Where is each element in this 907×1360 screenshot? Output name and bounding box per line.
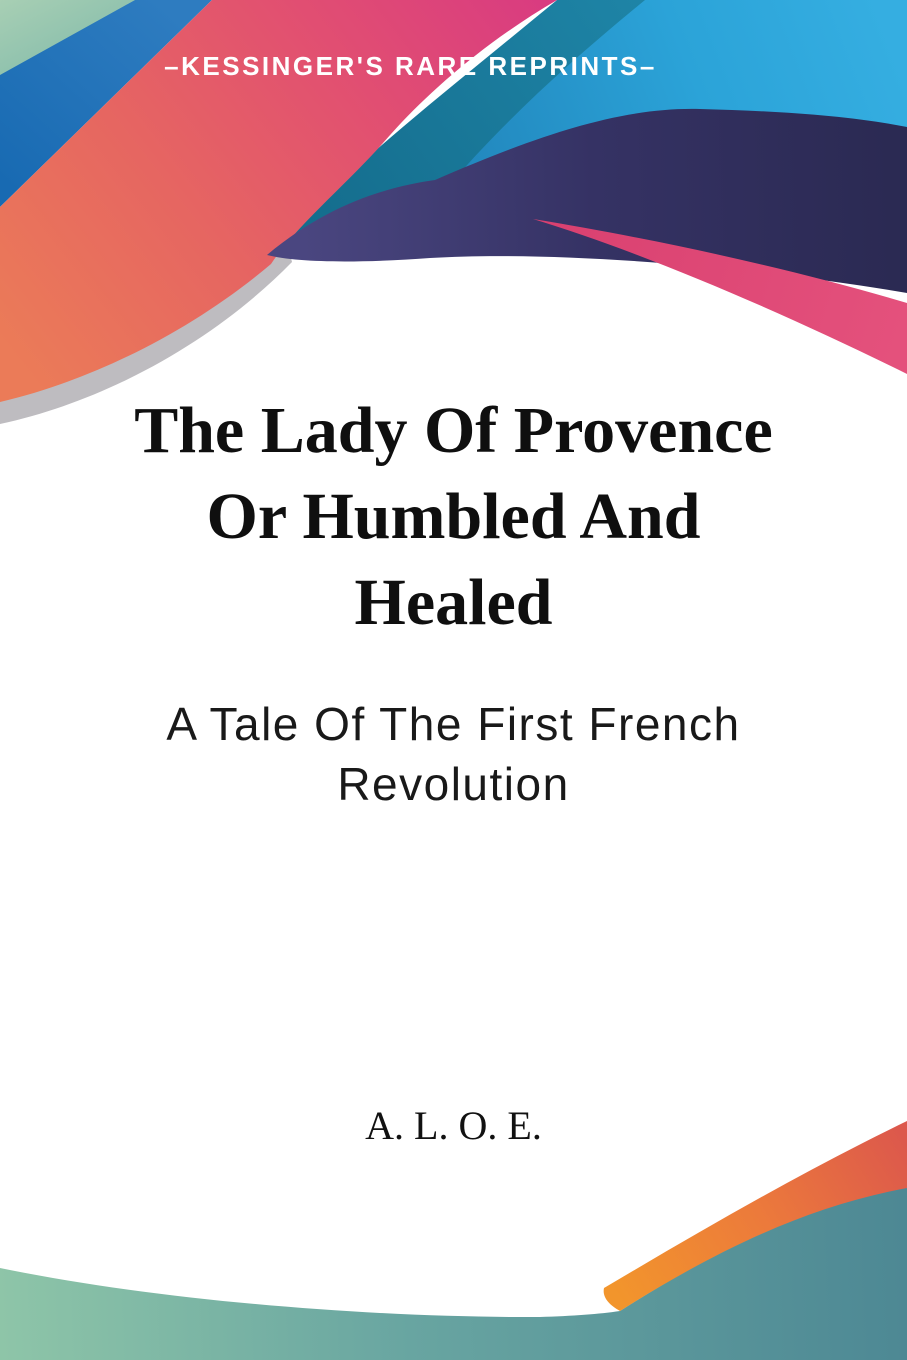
title-line-1: The Lady Of Provence [134, 394, 773, 467]
book-subtitle [0, 694, 907, 814]
title-line-2: Or Humbled And [206, 480, 701, 553]
publisher-banner: –KESSINGER'S RARE REPRINTS– [164, 51, 657, 81]
book-title [0, 388, 907, 646]
title-line-3: Healed [354, 566, 553, 639]
author-name: A. L. O. E. [365, 1103, 542, 1148]
subtitle-line-2: Revolution [337, 758, 570, 810]
subtitle-line-1: A Tale Of The First French [166, 698, 741, 750]
